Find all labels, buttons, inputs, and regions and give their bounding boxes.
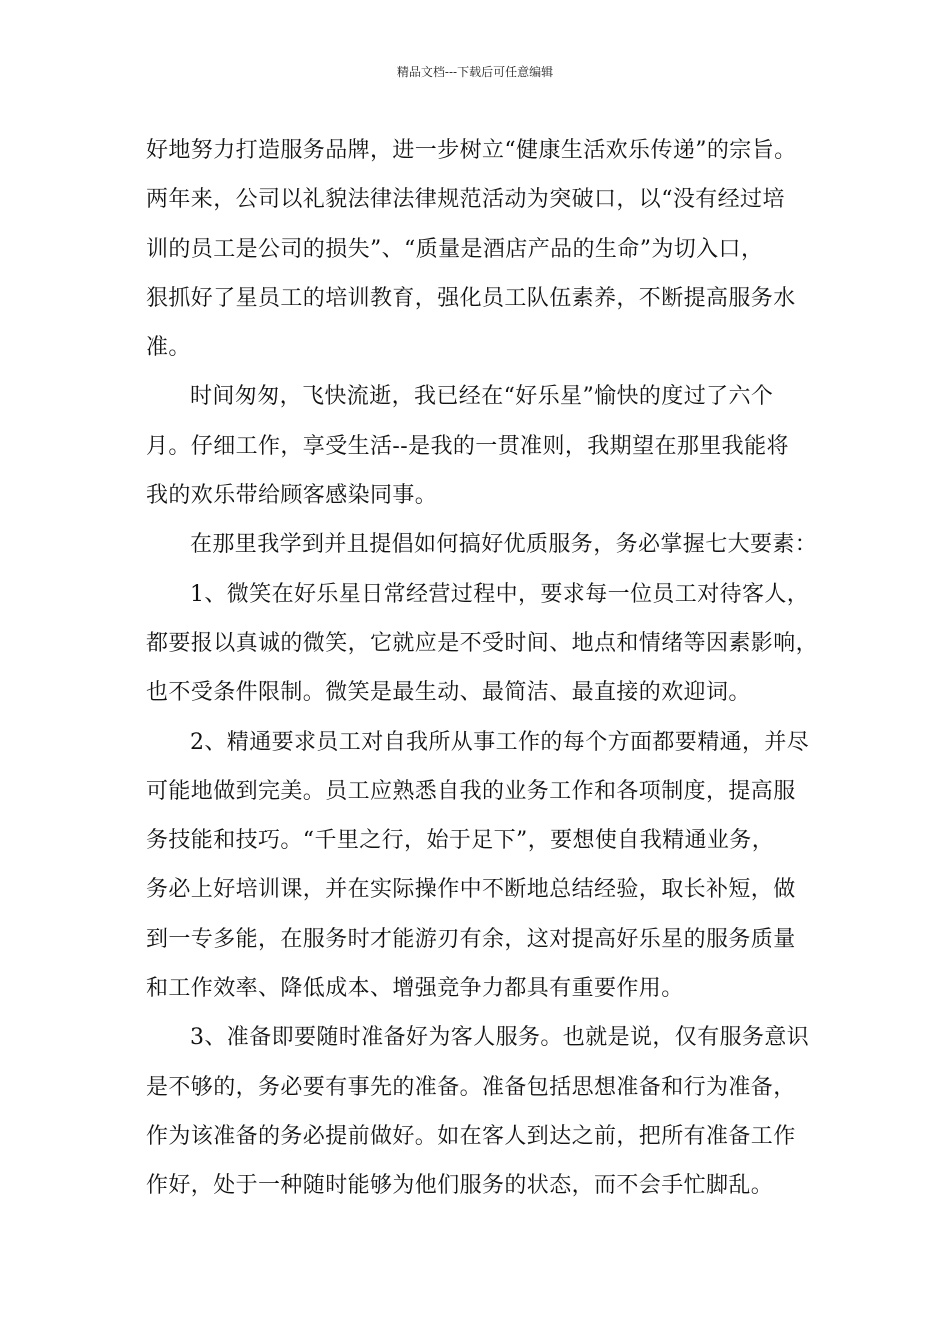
document-body bbox=[146, 126, 819, 1211]
text-line: 3、准备即要随时准备好为客人服务。也就是说，仅有服务意识 bbox=[190, 1025, 810, 1051]
text-line: 1、微笑在好乐星日常经营过程中，要求每一位员工对待客人， bbox=[190, 581, 810, 607]
text-line: 两年来，公司以礼貌法律法律规范活动为突破口，以“没有经过培 bbox=[146, 187, 785, 213]
text-line: 都要报以真诚的微笑，它就应是不受时间、地点和情绪等因素影响， bbox=[146, 630, 819, 656]
text-line: 狠抓好了星员工的培训教育，强化员工队伍素养，不断提高服务水 bbox=[146, 285, 796, 311]
page-header: 精品文档---下载后可任意编辑 bbox=[396, 65, 554, 79]
text-line: 2、精通要求员工对自我所从事工作的每个方面都要精通，并尽 bbox=[190, 729, 810, 755]
text-line: 到一专多能，在服务时才能游刃有余，这对提高好乐星的服务质量 bbox=[146, 926, 796, 952]
text-line: 作好，处于一种随时能够为他们服务的状态，而不会手忙脚乱。 bbox=[146, 1173, 774, 1199]
text-line: 月。仔细工作，享受生活--是我的一贯准则，我期望在那里我能将 bbox=[146, 433, 789, 459]
text-line: 在那里我学到并且提倡如何搞好优质服务，务必掌握七大要素： bbox=[190, 532, 818, 558]
text-line: 务必上好培训课，并在实际操作中不断地总结经验，取长补短，做 bbox=[146, 877, 796, 903]
text-line: 好地努力打造服务品牌，进一步树立“健康生活欢乐传递”的宗旨。 bbox=[146, 138, 797, 163]
text-line: 可能地做到完美。员工应熟悉自我的业务工作和各项制度，提高服 bbox=[146, 778, 796, 804]
text-line: 时间匆匆，飞快流逝，我已经在“好乐星”愉快的度过了六个 bbox=[190, 384, 774, 410]
text-line: 是不够的，务必要有事先的准备。准备包括思想准备和行为准备， bbox=[146, 1074, 796, 1100]
text-line: 也不受条件限制。微笑是最生动、最简洁、最直接的欢迎词。 bbox=[146, 680, 751, 706]
text-line: 训的员工是公司的损失”、“质量是酒店产品的生命”为切入口， bbox=[146, 236, 764, 262]
text-line: 准。 bbox=[146, 335, 191, 361]
text-line: 务技能和技巧。“千里之行，始于足下”，要想使自我精通业务， bbox=[146, 828, 775, 854]
text-line: 作为该准备的务必提前做好。如在客人到达之前，把所有准备工作 bbox=[146, 1123, 796, 1149]
text-line: 我的欢乐带给顾客感染同事。 bbox=[146, 483, 438, 509]
text-line: 和工作效率、降低成本、增强竞争力都具有重要作用。 bbox=[146, 976, 684, 1002]
